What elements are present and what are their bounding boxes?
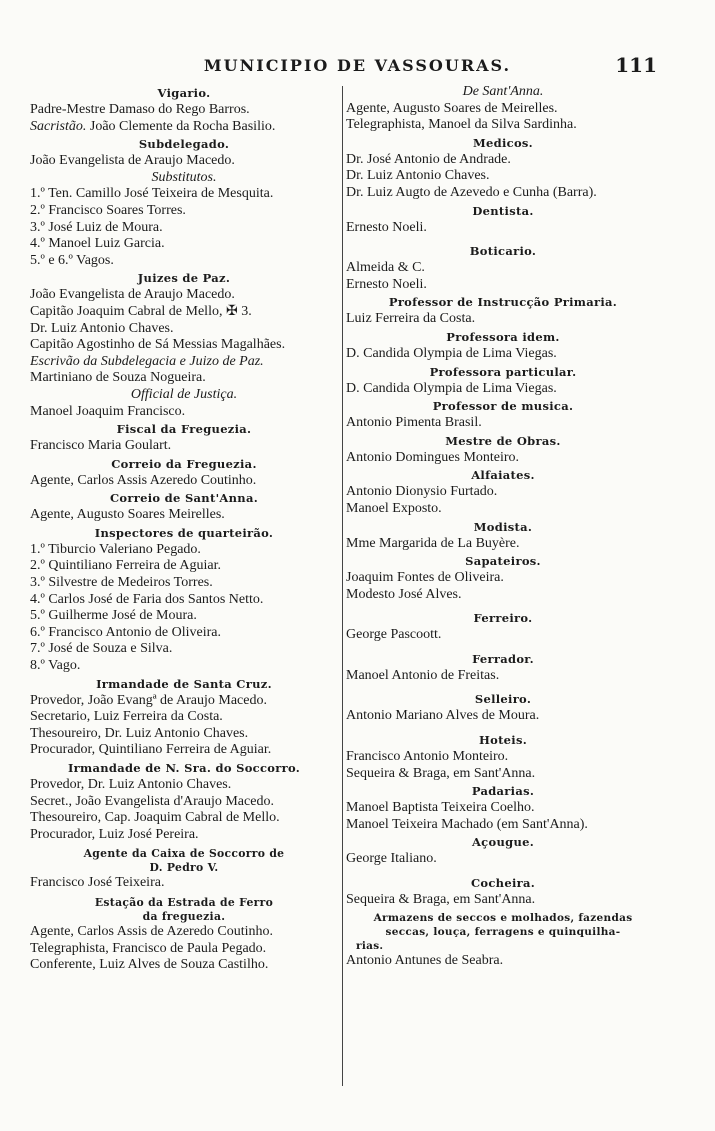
- entry: George Italiano.: [346, 851, 437, 867]
- entry: 6.º Francisco Antonio de Oliveira.: [30, 624, 221, 640]
- section-heading: Selleiro.: [474, 692, 532, 707]
- page-number: 111: [615, 53, 657, 77]
- entry: 4.º Manoel Luiz Garcia.: [30, 236, 165, 252]
- section-heading: Professor de musica.: [432, 399, 574, 414]
- entry: Modesto José Alves.: [346, 586, 462, 602]
- entry: Francisco Maria Goulart.: [30, 438, 172, 454]
- entry: 1.º Ten. Camillo José Teixeira de Mesquita.: [30, 186, 274, 202]
- entry: Conferente, Luiz Alves de Souza Castilho.: [30, 957, 269, 973]
- section-heading: seccas, louça, ferragens e quinquilha-: [385, 925, 621, 938]
- entry: João Evangelista de Araujo Macedo.: [30, 153, 235, 169]
- entry: Thesoureiro, Dr. Luiz Antonio Chaves.: [30, 725, 249, 741]
- entry: Agente, Augusto Soares de Meirelles.: [346, 100, 558, 116]
- entry: Provedor, João Evangª de Araujo Macedo.: [30, 692, 267, 708]
- section-heading: Sapateiros.: [465, 554, 541, 569]
- entry: Ernesto Noeli.: [346, 219, 427, 235]
- entry: George Pascoott.: [346, 627, 442, 643]
- entry: Antonio Domingues Monteiro.: [346, 449, 520, 465]
- entry: 8.º Vago.: [30, 658, 81, 674]
- section-heading: Alfaiates.: [471, 468, 535, 483]
- entry: Manoel Antonio de Freitas.: [346, 667, 500, 683]
- entry: Antonio Dionysio Furtado.: [346, 484, 498, 500]
- section-heading: Agente da Caixa de Soccorro de: [83, 847, 285, 861]
- section-heading: Açougue.: [471, 835, 535, 850]
- section-heading: Professora particular.: [429, 364, 577, 379]
- entry: 4.º Carlos José de Faria dos Santos Netto.: [30, 591, 264, 607]
- page-title: MUNICIPIO DE VASSOURAS.: [203, 56, 512, 75]
- entry: Thesoureiro, Cap. Joaquim Cabral de Mello.: [30, 810, 280, 826]
- entry: Almeida & C.: [346, 260, 425, 276]
- entry: 7.º José de Souza e Silva.: [30, 641, 173, 657]
- section-heading: Subdelegado.: [138, 137, 230, 152]
- entry: Capitão Joaquim Cabral de Mello, ✠ 3.: [30, 303, 252, 319]
- section-heading: rias.: [356, 939, 384, 952]
- section-heading: Dentista.: [472, 203, 534, 218]
- entry: D. Candida Olympia de Lima Viegas.: [346, 380, 557, 396]
- section-heading: Boticario.: [469, 244, 537, 259]
- subheading: Escrivão da Subdelegacia e Juizo de Paz.: [30, 353, 264, 369]
- entry: Agente, Carlos Assis de Azeredo Coutinho.: [30, 923, 274, 939]
- entry: Antonio Antunes de Seabra.: [346, 952, 504, 968]
- entry: Agente, Augusto Soares Meirelles.: [30, 507, 225, 523]
- entry: [30, 119, 338, 136]
- entry: Telegraphista, Francisco de Paula Pegado.: [30, 940, 267, 956]
- section-heading: da freguezia.: [142, 909, 226, 923]
- entry: Telegraphista, Manoel da Silva Sardinha.: [346, 117, 577, 133]
- entry: Martiniano de Souza Nogueira.: [30, 370, 206, 386]
- section-heading: Modista.: [473, 519, 533, 534]
- entry: Joaquim Fontes de Oliveira.: [346, 570, 504, 586]
- column-divider: [342, 86, 343, 1086]
- subheading: De Sant'Anna.: [462, 84, 544, 99]
- entry: João Evangelista de Araujo Macedo.: [30, 287, 235, 303]
- entry: Provedor, Dr. Luiz Antonio Chaves.: [30, 777, 232, 792]
- section-heading: Padarias.: [471, 784, 535, 799]
- entry: Manoel Exposto.: [346, 500, 442, 516]
- entry: Francisco José Teixeira.: [30, 875, 165, 891]
- entry: Manoel Teixeira Machado (em Sant'Anna).: [346, 816, 588, 832]
- role-label: Sacristão.: [30, 118, 87, 134]
- section-heading: Professor de Instrucção Primaria.: [388, 295, 618, 310]
- section-heading: Hoteis.: [478, 733, 528, 748]
- entry: D. Candida Olympia de Lima Viegas.: [346, 345, 557, 361]
- entry: Procurador, Luiz José Pereira.: [30, 826, 199, 842]
- entry: Dr. Luiz Augto de Azevedo e Cunha (Barra).: [346, 184, 597, 200]
- entry: Francisco Antonio Monteiro.: [346, 749, 509, 765]
- entry: Sequeira & Braga, em Sant'Anna.: [346, 892, 536, 908]
- section-heading: D. Pedro V.: [149, 861, 219, 875]
- entry: Procurador, Quintiliano Ferreira de Aguiar.: [30, 742, 272, 758]
- entry: 1.º Tiburcio Valeriano Pegado.: [30, 541, 201, 557]
- entry: Dr. Luiz Antonio Chaves.: [346, 168, 490, 184]
- section-heading: Fiscal da Freguezia.: [116, 422, 252, 437]
- section-heading: Estação da Estrada de Ferro: [94, 895, 274, 909]
- entry: 2.º Francisco Soares Torres.: [30, 202, 186, 218]
- section-heading: Professora idem.: [446, 329, 560, 344]
- entry: Manoel Baptista Teixeira Coelho.: [346, 800, 535, 816]
- section-heading: Inspectores de quarteirão.: [94, 525, 274, 540]
- entry: 5.º Guilherme José de Moura.: [30, 608, 197, 624]
- section-heading: Juizes de Paz.: [137, 271, 231, 286]
- entry: Dr. José Antonio de Andrade.: [346, 151, 511, 167]
- entry: Secretario, Luiz Ferreira da Costa.: [30, 709, 223, 725]
- entry-name: João Clemente da Rocha Basilio.: [89, 118, 276, 134]
- section-heading: Cocheira.: [470, 876, 536, 891]
- left-column: [30, 84, 338, 974]
- entry: Luiz Ferreira da Costa.: [346, 311, 476, 327]
- entry: Antonio Mariano Alves de Moura.: [346, 708, 540, 724]
- entry: Sequeira & Braga, em Sant'Anna.: [346, 765, 536, 781]
- entry: Antonio Pimenta Brasil.: [346, 415, 482, 431]
- entry: 2.º Quintiliano Ferreira de Aguiar.: [30, 558, 221, 574]
- section-heading: Correio de Sant'Anna.: [109, 491, 258, 506]
- entry: Secret., João Evangelista d'Araujo Macedo.: [30, 793, 274, 809]
- entry: Agente, Carlos Assis Azeredo Coutinho.: [30, 472, 257, 488]
- entry: Manoel Joaquim Francisco.: [30, 403, 186, 419]
- section-heading: Ferreiro.: [473, 611, 533, 626]
- section-heading: Armazens de seccos e molhados, fazendas: [373, 911, 633, 924]
- entry: Padre-Mestre Damaso do Rego Barros.: [30, 102, 250, 117]
- section-heading: Irmandade de Santa Cruz.: [96, 676, 272, 691]
- entry: Mme Margarida de La Buyère.: [346, 535, 520, 551]
- entry: Ernesto Noeli.: [346, 276, 427, 292]
- section-heading: Mestre de Obras.: [445, 433, 561, 448]
- entry: 3.º José Luiz de Moura.: [30, 219, 163, 235]
- section-heading: Ferrador.: [472, 651, 534, 666]
- subheading: Substitutos.: [151, 169, 217, 185]
- section-heading: Irmandade de N. Sra. do Soccorro.: [67, 761, 301, 775]
- right-column: [346, 84, 660, 969]
- subheading: Official de Justiça.: [130, 386, 238, 402]
- entry: 3.º Silvestre de Medeiros Torres.: [30, 575, 213, 591]
- page-header: [0, 53, 715, 80]
- entry: 5.º e 6.º Vagos.: [30, 252, 114, 268]
- section-heading: Vigario.: [157, 86, 211, 100]
- entry: Capitão Agostinho de Sá Messias Magalhães.: [30, 337, 286, 353]
- section-heading: Correio da Freguezia.: [111, 456, 257, 471]
- entry: Dr. Luiz Antonio Chaves.: [30, 320, 174, 336]
- section-heading: Medicos.: [472, 135, 533, 150]
